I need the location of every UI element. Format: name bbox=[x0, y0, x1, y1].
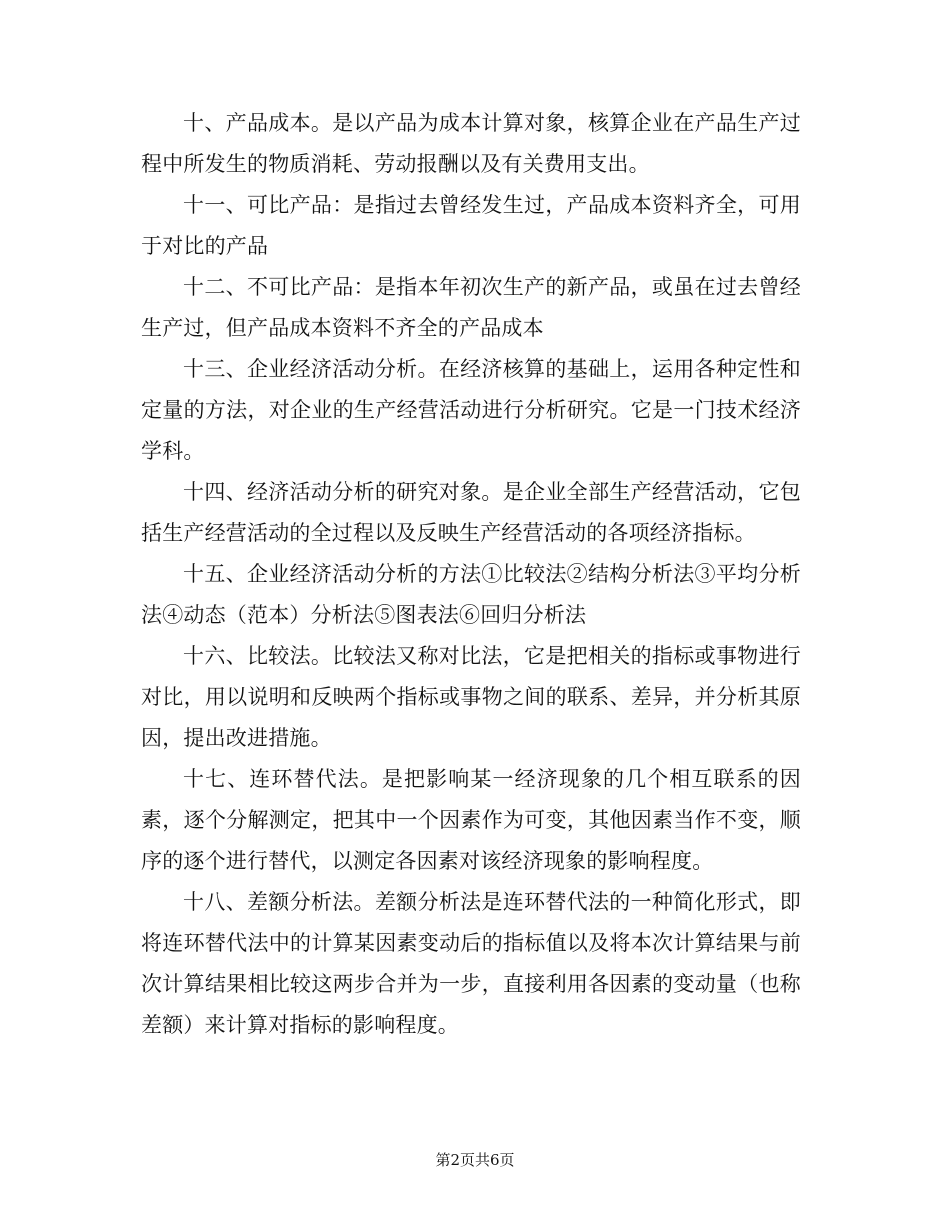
paragraph-13: 十三、企业经济活动分析。在经济核算的基础上，运用各种定性和定量的方法，对企业的生产经营活动进行分析研究。它是一门技术经济学科。 bbox=[141, 357, 801, 463]
paragraph-10: 十、产品成本。是以产品为成本计算对象，核算企业在产品生产过程中所发生的物质消耗、劳动报酬以及有关费用支出。 bbox=[141, 111, 801, 176]
paragraph-14: 十四、经济活动分析的研究对象。是企业全部生产经营活动，它包括生产经营活动的全过程以及反映生产经营活动的各项经济指标。 bbox=[141, 480, 801, 545]
paragraph-17: 十七、连环替代法。是把影响某一经济现象的几个相互联系的因素，逐个分解测定，把其中一个因素作为可变，其他因素当作不变，顺序的逐个进行替代，以测定各因素对该经济现象的影响程度。 bbox=[141, 767, 801, 873]
document-body bbox=[141, 103, 801, 1046]
paragraph-15: 十五、企业经济活动分析的方法①比较法②结构分析法③平均分析法④动态（范本）分析法⑤图表法⑥回归分析法 bbox=[141, 562, 801, 627]
page-number-footer: 第2页共6页 bbox=[435, 1151, 515, 1169]
paragraph-11: 十一、可比产品：是指过去曾经发生过，产品成本资料齐全，可用于对比的产品 bbox=[141, 193, 801, 258]
paragraph-18: 十八、差额分析法。差额分析法是连环替代法的一种简化形式，即将连环替代法中的计算某因素变动后的指标值以及将本次计算结果与前次计算结果相比较这两步合并为一步，直接利用各因素的变动量（也称差额）来计算对指标的影响程度。 bbox=[141, 890, 801, 1037]
paragraph-12: 十二、不可比产品：是指本年初次生产的新产品，或虽在过去曾经生产过，但产品成本资料不齐全的产品成本 bbox=[141, 275, 801, 340]
paragraph-16: 十六、比较法。比较法又称对比法，它是把相关的指标或事物进行对比，用以说明和反映两个指标或事物之间的联系、差异，并分析其原因，提出改进措施。 bbox=[141, 644, 801, 750]
